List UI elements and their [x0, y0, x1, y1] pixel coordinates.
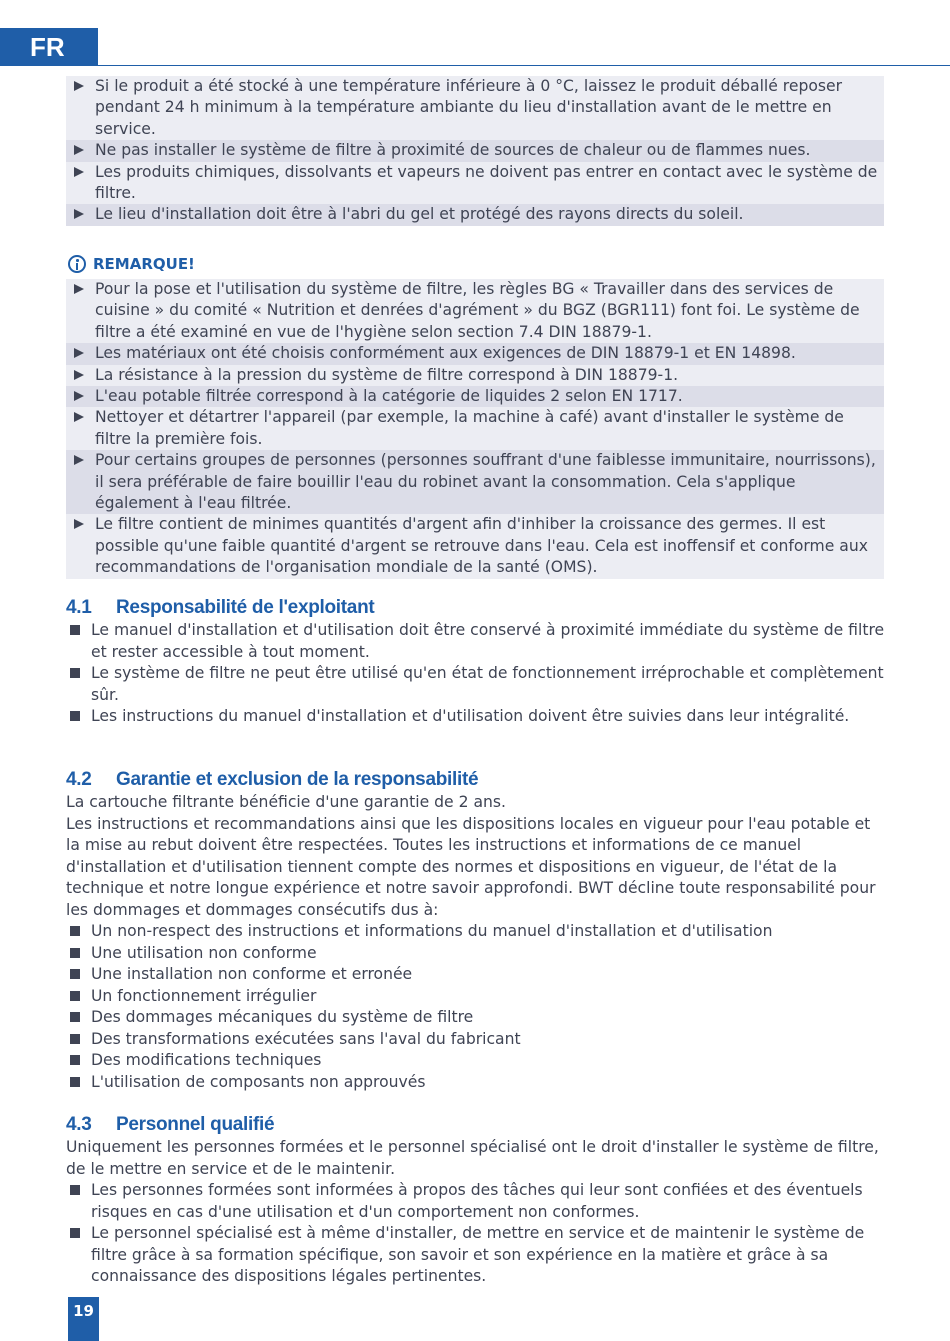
list-item: Le système de filtre ne peut être utilisé qu'en état de fonctionnement irréprochable et complètement sûr. — [66, 663, 886, 706]
list-item: Le manuel d'installation et d'utilisation doit être conservé à proximité immédiate du système de filtre et rester accessible à tout moment. — [66, 620, 886, 663]
list-item: Une installation non conforme et erronée — [66, 964, 886, 986]
square-bullet-icon — [70, 1185, 80, 1195]
list-item: La résistance à la pression du système de filtre correspond à DIN 18879-1. — [66, 365, 884, 386]
arrow-bullet-icon — [74, 455, 84, 465]
arrow-bullet-icon — [74, 391, 84, 401]
square-bullet-icon — [70, 1228, 80, 1238]
arrow-bullet-icon — [74, 209, 84, 219]
arrow-bullet-icon — [74, 145, 84, 155]
list-item: Une utilisation non conforme — [66, 943, 886, 965]
language-tab: FR — [0, 28, 98, 66]
square-bullet-icon — [70, 1055, 80, 1065]
list-item: Nettoyer et détartrer l'appareil (par exemple, la machine à café) avant d'installer le système de filtre la première fois. — [66, 407, 884, 450]
list-item: Si le produit a été stocké à une température inférieure à 0 °C, laissez le produit déballé reposer pendant 24 h minimum à la température ambiante du lieu d'installation avant de le mettre en service. — [66, 76, 884, 140]
list-item: Des dommages mécaniques du système de filtre — [66, 1007, 886, 1029]
note-list — [66, 279, 884, 579]
paragraph: Uniquement les personnes formées et le personnel spécialisé ont le droit d'installer le système de filtre, de le mettre en service et de le maintenir. — [66, 1138, 879, 1178]
paragraph: La cartouche filtrante bénéficie d'une garantie de 2 ans. — [66, 793, 506, 811]
arrow-bullet-icon — [74, 167, 84, 177]
list-item: Les produits chimiques, dissolvants et vapeurs ne doivent pas entrer en contact avec le système de filtre. — [66, 162, 884, 205]
arrow-bullet-icon — [74, 412, 84, 422]
square-bullet-icon — [70, 1077, 80, 1087]
square-bullet-icon — [70, 969, 80, 979]
square-bullet-icon — [70, 991, 80, 1001]
info-icon — [68, 255, 86, 273]
page-number: 19 — [68, 1297, 99, 1341]
list-item: Le personnel spécialisé est à même d'installer, de mettre en service et de maintenir le système de filtre grâce à sa formation spécifique, son savoir et son expérience en la matière et grâce à sa connaissance des dispositions légales pertinentes. — [66, 1223, 886, 1288]
arrow-bullet-icon — [74, 348, 84, 358]
square-bullet-icon — [70, 711, 80, 721]
list-item: Les matériaux ont été choisis conformément aux exigences de DIN 18879-1 et EN 14898. — [66, 343, 884, 364]
section-heading: 4.2 Garantie et exclusion de la responsabilité — [66, 769, 479, 790]
list-item: Un non-respect des instructions et informations du manuel d'installation et d'utilisation — [66, 921, 886, 943]
arrow-bullet-icon — [74, 519, 84, 529]
list-item: Pour la pose et l'utilisation du système de filtre, les règles BG « Travailler dans des services de cuisine » du comité « Nutrition et denrées d'agrément » du BGZ (BGR111) font foi. Le système de filtre a été examiné en vue de l'hygiène selon section 7.4 DIN 18879-1. — [66, 279, 884, 343]
list-item: Des transformations exécutées sans l'aval du fabricant — [66, 1029, 886, 1051]
arrow-bullet-icon — [74, 81, 84, 91]
note-heading — [68, 252, 195, 276]
list-item: Les instructions du manuel d'installation et d'utilisation doivent être suivies dans leur intégralité. — [66, 706, 886, 728]
square-bullet-icon — [70, 1034, 80, 1044]
section-heading: 4.1 Responsabilité de l'exploitant — [66, 597, 375, 618]
paragraph: Les instructions et recommandations ainsi que les dispositions locales en vigueur pour l'eau potable et la mise au rebut doivent être respectées. Toutes les instructions et informations de ce manuel d'installation et d'utilisation tiennent compte des normes et dispositions en vigueur, de l'état de la technique et notre longue expérience et notre savoir approfondi. BWT décline toute responsabilité pour les dommages et dommages consécutifs dus à: — [66, 814, 876, 919]
square-bullet-icon — [70, 926, 80, 936]
section-heading: 4.3 Personnel qualifié — [66, 1114, 275, 1135]
safety-list — [66, 76, 884, 226]
list-item: Pour certains groupes de personnes (personnes souffrant d'une faiblesse immunitaire, nourrissons), il sera préférable de faire bouillir l'eau du robinet avant la consommation. Cela s'applique également à l'eau filtrée. — [66, 450, 884, 514]
square-bullet-icon — [70, 948, 80, 958]
list-item: Le lieu d'installation doit être à l'abri du gel et protégé des rayons directs du soleil. — [66, 204, 884, 225]
list-item: Ne pas installer le système de filtre à proximité de sources de chaleur ou de flammes nues. — [66, 140, 884, 161]
square-bullet-icon — [70, 625, 80, 635]
section-4-2 — [66, 768, 886, 1093]
section-4-3 — [66, 1113, 886, 1288]
list-item: Le filtre contient de minimes quantités d'argent afin d'inhiber la croissance des germes. Il est possible qu'une faible quantité d'argent se retrouve dans l'eau. Cela est inoffensif et conforme aux recommandations de l'organisation mondiale de la santé (OMS). — [66, 514, 884, 578]
list-item: Un fonctionnement irrégulier — [66, 986, 886, 1008]
arrow-bullet-icon — [74, 284, 84, 294]
square-bullet-icon — [70, 668, 80, 678]
section-4-1 — [66, 596, 886, 728]
list-item: Les personnes formées sont informées à propos des tâches qui leur sont confiées et des éventuels risques en cas d'une utilisation et d'un comportement non conformes. — [66, 1180, 886, 1223]
list-item: L'eau potable filtrée correspond à la catégorie de liquides 2 selon EN 1717. — [66, 386, 884, 407]
square-bullet-icon — [70, 1012, 80, 1022]
arrow-bullet-icon — [74, 370, 84, 380]
list-item: L'utilisation de composants non approuvés — [66, 1072, 886, 1094]
list-item: Des modifications techniques — [66, 1050, 886, 1072]
note-title: REMARQUE! — [93, 255, 195, 273]
header-rule — [98, 65, 950, 66]
